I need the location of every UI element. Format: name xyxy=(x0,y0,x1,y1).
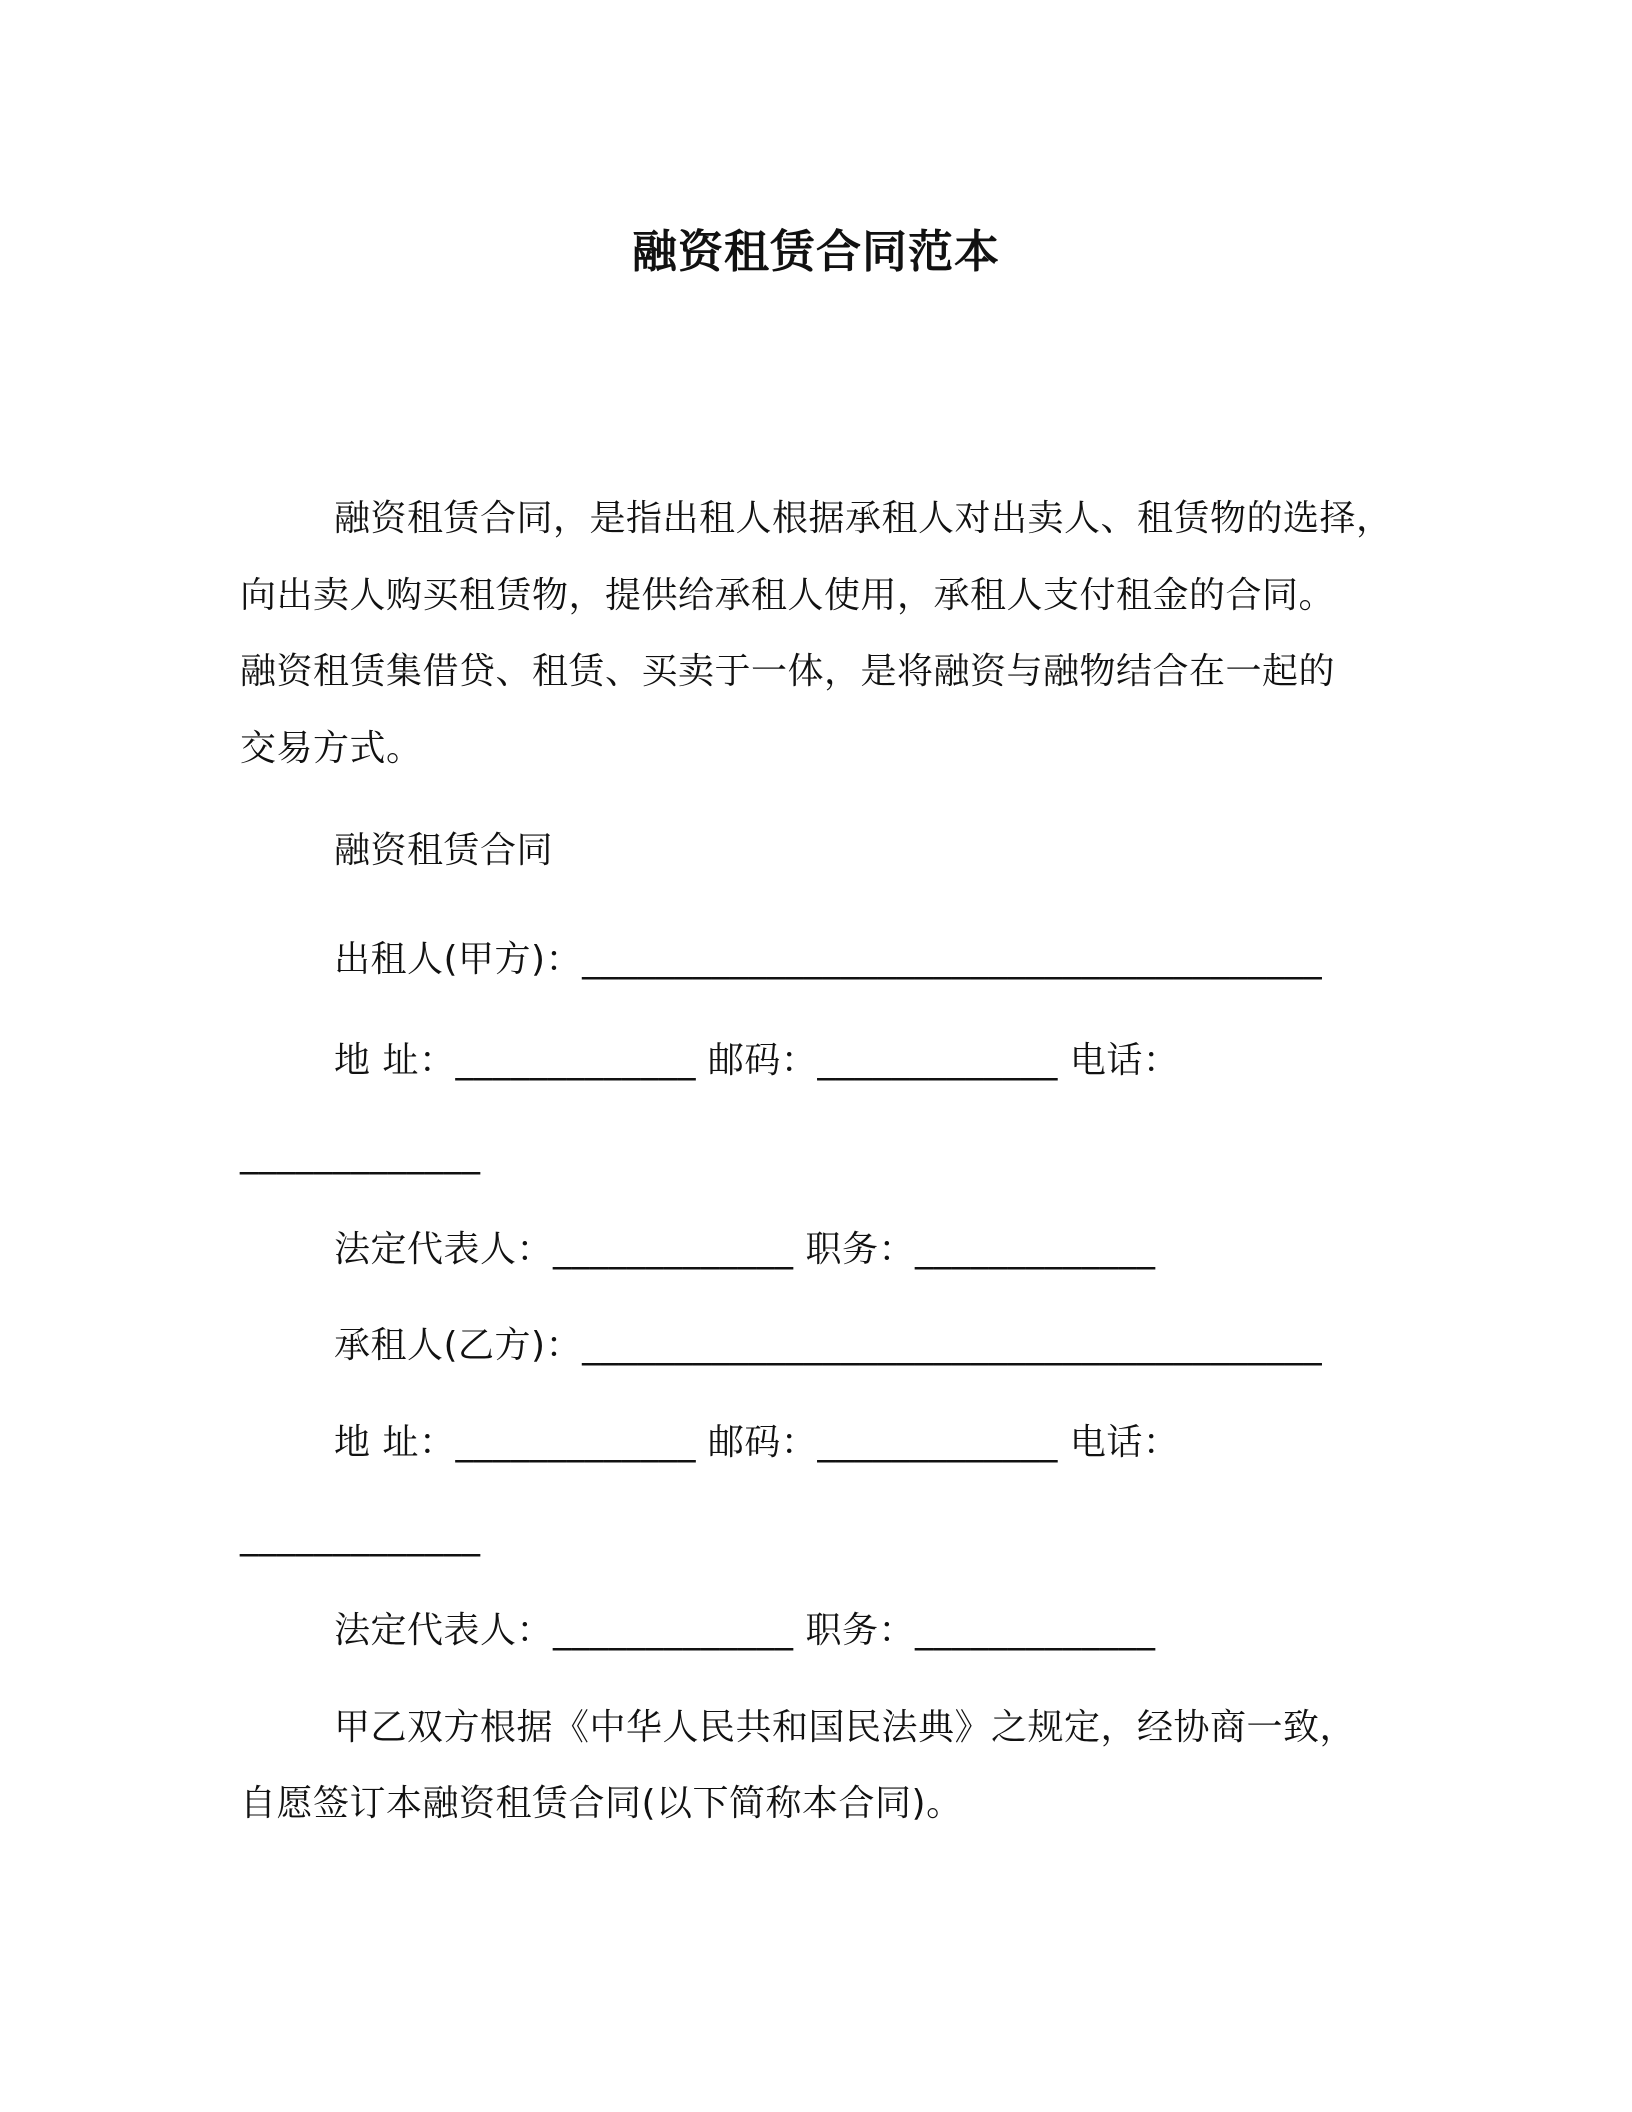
party-b-address: 地 址：_____________ 邮码：_____________ 电话： xyxy=(334,1422,1180,1463)
intro-line-2: 向出卖人购买租赁物，提供给承租人使用，承租人支付租金的合同。 xyxy=(240,575,1336,616)
party-a-lessor: 出租人(甲方)：________________________________________ xyxy=(334,939,1323,980)
party-b-lessee: 承租人(乙方)：________________________________________ xyxy=(334,1325,1323,1366)
document-title: 融资租赁合同范本 xyxy=(631,225,1000,278)
intro-line-1: 融资租赁合同，是指出租人根据承租人对出卖人、租赁物的选择， xyxy=(334,498,1393,539)
party-b-representative: 法定代表人：_____________ 职务：_____________ xyxy=(334,1610,1156,1651)
contract-heading: 融资租赁合同 xyxy=(334,830,554,871)
party-a-representative: 法定代表人：_____________ 职务：_____________ xyxy=(334,1229,1156,1270)
party-b-phone-blank: _____________ xyxy=(240,1516,481,1557)
party-a-address: 地 址：_____________ 邮码：_____________ 电话： xyxy=(334,1040,1180,1081)
agreement-line-2: 自愿签订本融资租赁合同(以下简称本合同)。 xyxy=(240,1783,963,1824)
agreement-line-1: 甲乙双方根据《中华人民共和国民法典》之规定，经协商一致， xyxy=(334,1707,1357,1748)
intro-line-4: 交易方式。 xyxy=(240,728,423,769)
party-a-phone-blank: _____________ xyxy=(240,1134,481,1175)
intro-line-3: 融资租赁集借贷、租赁、买卖于一体，是将融资与融物结合在一起的 xyxy=(240,651,1336,692)
